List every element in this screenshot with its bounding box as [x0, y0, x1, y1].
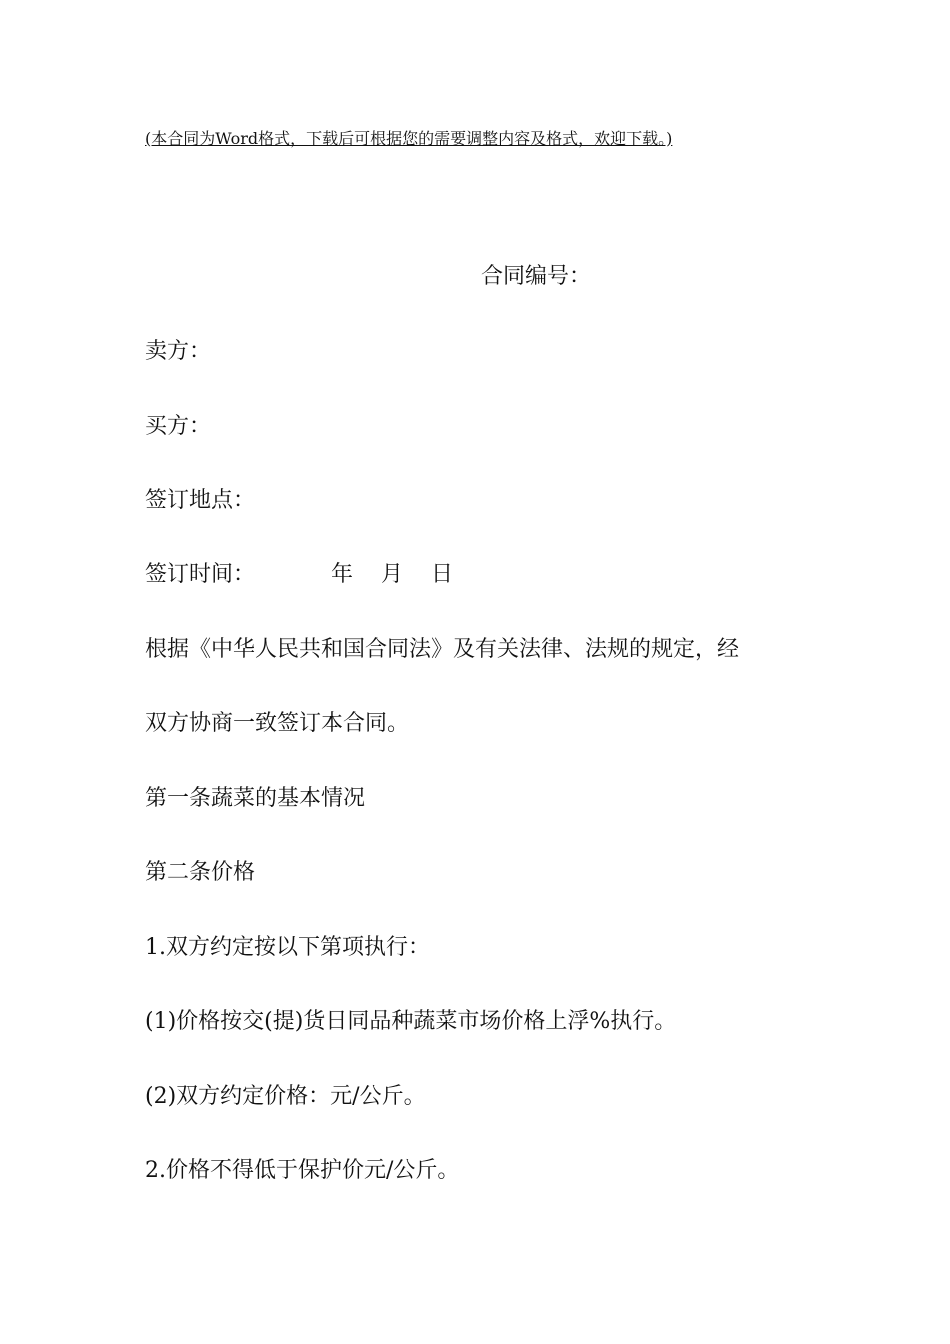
signing-time-label: 签订时间： — [145, 562, 256, 587]
price-item-1-option-1: (1)价格按交(提)货日同品种蔬菜市场价格上浮%执行。 — [145, 1009, 677, 1034]
price-item-1-option-2: (2)双方约定价格：元/公斤。 — [145, 1084, 426, 1109]
year-label: 年 — [331, 562, 354, 587]
seller-field: 卖方： — [145, 339, 212, 364]
download-notice: (本合同为Word格式，下载后可根据您的需要调整内容及格式，欢迎下载。) — [145, 129, 673, 148]
buyer-field: 买方： — [145, 414, 212, 439]
article-1-heading: 第一条蔬菜的基本情况 — [145, 786, 366, 811]
price-item-2: 2.价格不得低于保护价元/公斤。 — [145, 1158, 460, 1183]
intro-paragraph-line-2: 双方协商一致签订本合同。 — [145, 711, 410, 736]
signing-place-field: 签订地点： — [145, 488, 256, 513]
price-item-1: 1.双方约定按以下第项执行： — [145, 935, 430, 960]
intro-paragraph-line-1: 根据《中华人民共和国合同法》及有关法律、法规的规定，经 — [145, 637, 740, 662]
contract-number-label: 合同编号： — [481, 264, 592, 289]
signing-time-field — [145, 560, 453, 590]
day-label: 日 — [431, 562, 454, 587]
month-label: 月 — [381, 562, 404, 587]
article-2-heading: 第二条价格 — [145, 860, 256, 885]
